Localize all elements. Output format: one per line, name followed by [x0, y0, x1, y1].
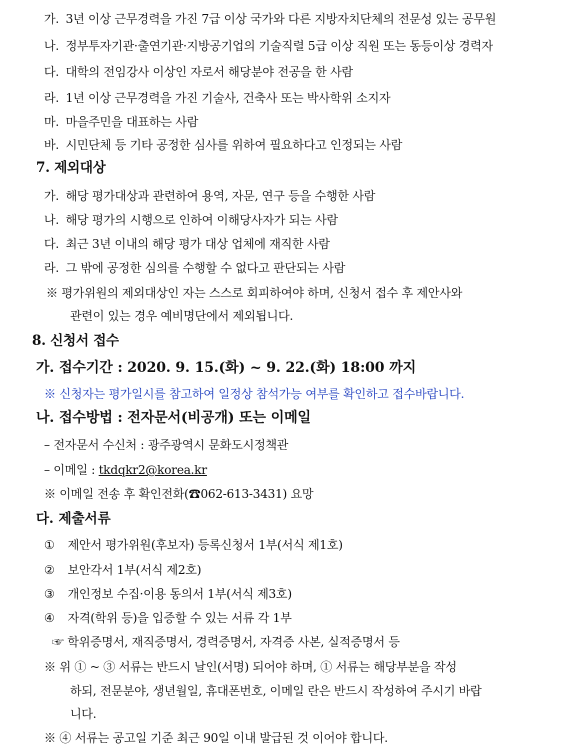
item-text: 해당 평가의 시행으로 인하여 이해당사자가 되는 사람 — [65, 213, 338, 227]
item-marker: 바. — [44, 138, 60, 152]
item-marker: 나. — [44, 213, 60, 227]
list-item — [44, 236, 330, 252]
item-text: 최근 3년 이내의 해당 평가 대상 업체에 재직한 사람 — [65, 237, 330, 251]
item-text: 3년 이상 근무경력을 가진 7급 이상 국가와 다른 지방자치단체의 전문성 있는 공무원 — [65, 12, 497, 26]
item-marker: 가. — [44, 12, 60, 26]
item-text: 시민단체 등 기타 공정한 심사를 위하여 필요하다고 인정되는 사람 — [65, 138, 403, 152]
item-text: 자격(학위 등)을 입증할 수 있는 서류 각 1부 — [67, 611, 292, 625]
application-period: 가. 접수기간 : 2020. 9. 15.(화) ~ 9. 22.(화) 18:00 까지 — [36, 360, 417, 376]
item-marker: 다. — [44, 65, 60, 79]
recipient-line: – 전자문서 수신처 : 광주광역시 문화도시정책관 — [44, 438, 289, 452]
document-item — [44, 586, 292, 602]
email-label: – 이메일 : — [44, 463, 96, 477]
document-item — [44, 610, 292, 626]
list-item — [44, 137, 402, 153]
item-text: 마을주민을 대표하는 사람 — [65, 115, 199, 129]
list-item — [44, 114, 198, 130]
section-7-heading: 7. 제외대상 — [36, 160, 106, 176]
item-marker: 나. — [44, 39, 60, 53]
seal-note-continued: 하되, 전문분야, 생년월일, 휴대폰번호, 이메일 란은 반드시 작성하여 주시기 바랍 — [70, 684, 482, 698]
item-number: ③ — [44, 587, 55, 601]
item-text: 정부투자기관·출연기관·지방공기업의 기술직렬 5급 이상 직원 또는 동등이상 경력자 — [65, 39, 493, 53]
item-text: 대학의 전임강사 이상인 자로서 해당분야 전공을 한 사람 — [65, 65, 353, 79]
list-item — [44, 212, 338, 228]
list-item — [44, 64, 353, 80]
list-item — [44, 11, 496, 27]
documents-heading: 다. 제출서류 — [36, 511, 111, 527]
list-item — [44, 260, 345, 276]
period-note: ※ 신청자는 평가일시를 참고하여 일정상 참석가능 여부를 확인하고 접수바랍니다. — [44, 387, 465, 401]
item-number: ④ — [44, 611, 55, 625]
seal-note: ※ 위 ① ~ ③ 서류는 반드시 날인(서명) 되어야 하며, ① 서류는 해당부분을 작성 — [44, 660, 457, 674]
item-number: ② — [44, 563, 55, 577]
list-item — [44, 90, 390, 106]
exclusion-note: ※ 평가위원의 제외대상인 자는 스스로 회피하여야 하며, 신청서 접수 후 제안사와 — [46, 286, 463, 300]
confirm-note: ※ 이메일 전송 후 확인전화(☎062-613-3431) 요망 — [44, 487, 314, 501]
item-text: 제안서 평가위원(후보자) 등록신청서 1부(서식 제1호) — [67, 538, 343, 552]
item-marker: 가. — [44, 189, 60, 203]
item-text: 해당 평가대상과 관련하여 용역, 자문, 연구 등을 수행한 사람 — [65, 189, 376, 203]
document-examples: ☞ 학위증명서, 재직증명서, 경력증명서, 자격증 사본, 실적증명서 등 — [52, 635, 400, 649]
document-item — [44, 537, 343, 553]
application-method: 나. 접수방법 : 전자문서(비공개) 또는 이메일 — [36, 410, 311, 426]
item-number: ① — [44, 538, 55, 552]
list-item — [44, 188, 375, 204]
seal-note-end: 니다. — [70, 707, 97, 721]
section-8-heading: 8. 신청서 접수 — [32, 333, 119, 349]
item-marker: 다. — [44, 237, 60, 251]
item-marker: 마. — [44, 115, 60, 129]
exclusion-note-continued: 관련이 있는 경우 예비명단에서 제외됩니다. — [70, 309, 294, 323]
email-line — [44, 462, 207, 478]
document-item — [44, 562, 201, 578]
issue-date-note: ※ ④ 서류는 공고일 기준 최근 90일 이내 발급된 것 이어야 합니다. — [44, 731, 388, 745]
list-item — [44, 38, 493, 54]
item-marker: 라. — [44, 261, 60, 275]
item-text: 보안각서 1부(서식 제2호) — [67, 563, 202, 577]
item-marker: 라. — [44, 91, 60, 105]
email-link[interactable]: tkdqkr2@korea.kr — [98, 463, 207, 477]
item-text: 개인정보 수집·이용 동의서 1부(서식 제3호) — [67, 587, 292, 601]
item-text: 1년 이상 근무경력을 가진 기술사, 건축사 또는 박사학위 소지자 — [65, 91, 391, 105]
item-text: 그 밖에 공정한 심의를 수행할 수 없다고 판단되는 사람 — [65, 261, 346, 275]
